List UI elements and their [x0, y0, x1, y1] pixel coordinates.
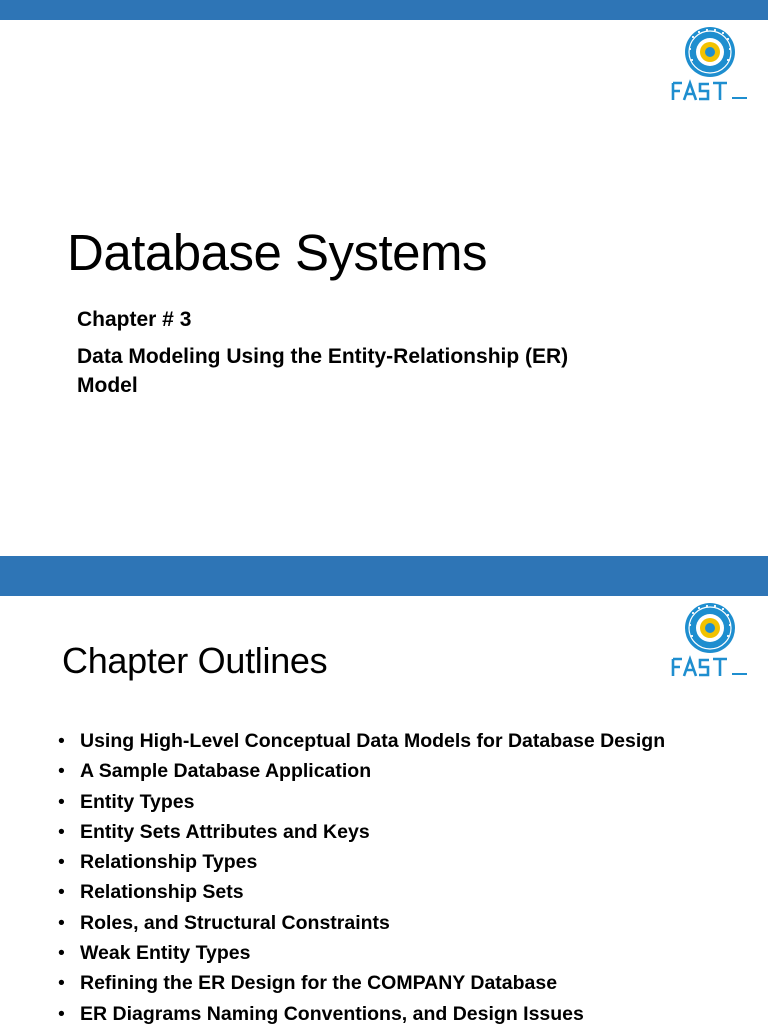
- bullet-icon: •: [58, 790, 65, 813]
- outline-item-text: Roles, and Structural Constraints: [80, 911, 390, 934]
- outline-item-text: Weak Entity Types: [80, 942, 251, 965]
- outline-item: [58, 847, 665, 877]
- fast-university-logo: [670, 24, 750, 104]
- slide-title: Chapter Outlines: [62, 640, 328, 681]
- bullet-icon: •: [58, 820, 65, 843]
- outline-item-text: Refining the ER Design for the COMPANY Database: [80, 972, 558, 995]
- fast-university-logo: [670, 600, 750, 680]
- outline-item: [58, 968, 665, 998]
- outline-item: [58, 726, 665, 756]
- outline-item: [58, 877, 665, 907]
- bullet-icon: •: [58, 881, 65, 904]
- bullet-icon: •: [58, 730, 65, 752]
- outline-item: [58, 756, 665, 786]
- bullet-icon: •: [58, 760, 65, 783]
- chapter-description-line-1: Data Modeling Using the Entity-Relationship (ER): [77, 345, 569, 368]
- outline-item: [58, 817, 665, 847]
- bullet-icon: •: [58, 1002, 65, 1025]
- chapter-description-line-2: Model: [77, 374, 138, 397]
- outline-item: [58, 999, 665, 1029]
- outline-item-text: Relationship Sets: [80, 881, 244, 904]
- bullet-icon: •: [58, 851, 65, 874]
- slide-title: Database Systems: [67, 224, 488, 281]
- outline-item-text: A Sample Database Application: [80, 760, 372, 783]
- slide-separator-band: [0, 556, 768, 596]
- bullet-icon: •: [58, 942, 65, 965]
- outline-item: [58, 938, 665, 968]
- outline-item: [58, 787, 665, 817]
- outline-item-text: Entity Sets Attributes and Keys: [80, 820, 370, 843]
- top-accent-band: [0, 0, 768, 20]
- bullet-icon: •: [58, 972, 65, 995]
- outline-item-text: Using High-Level Conceptual Data Models for Database Design: [80, 730, 666, 752]
- chapter-outline-list: [58, 726, 665, 1029]
- outline-item-text: ER Diagrams Naming Conventions, and Design Issues: [80, 1002, 584, 1025]
- chapter-number: Chapter # 3: [77, 308, 192, 331]
- bullet-icon: •: [58, 911, 65, 934]
- outline-item: [58, 908, 665, 938]
- outline-item-text: Relationship Types: [80, 851, 258, 874]
- outline-item-text: Entity Types: [80, 790, 195, 813]
